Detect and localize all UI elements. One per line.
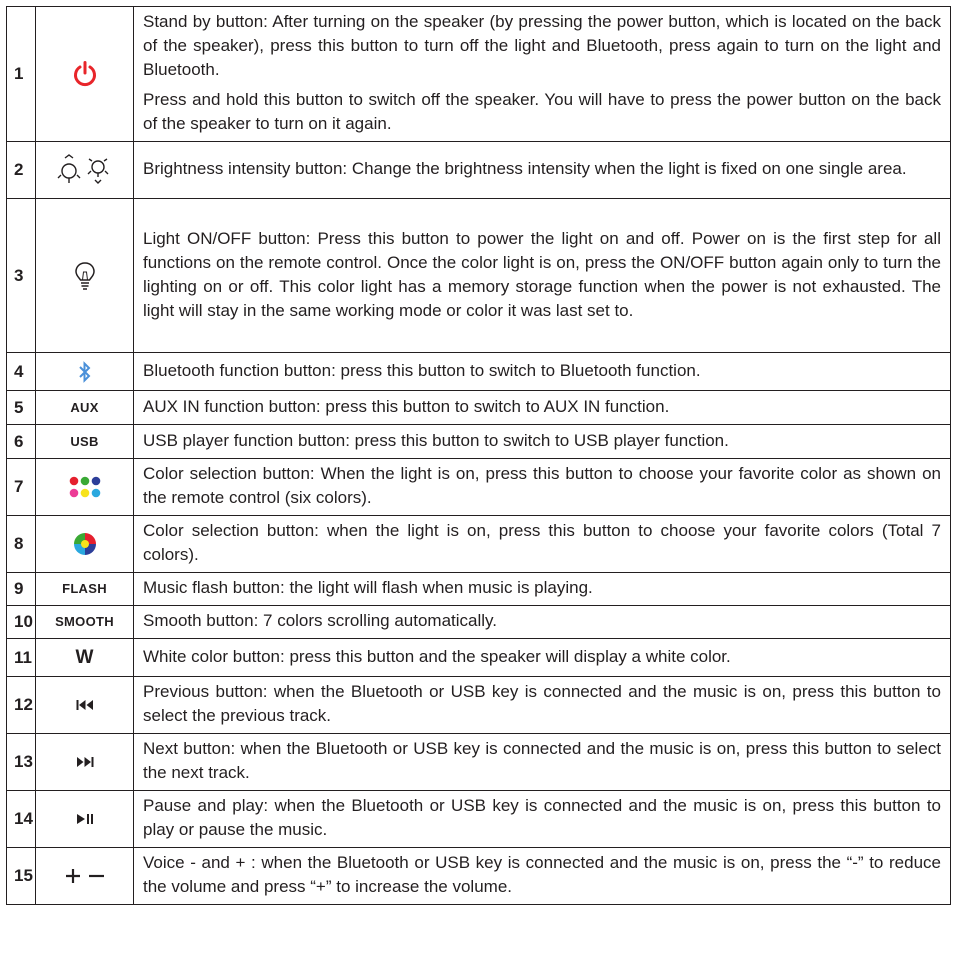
table-row (7, 639, 951, 677)
row-number: 4 (7, 353, 36, 391)
row-number: 6 (7, 425, 36, 459)
icon-cell (36, 142, 134, 199)
bluetooth-icon (78, 363, 92, 380)
icon-cell (36, 199, 134, 353)
icon-cell (36, 425, 134, 459)
icon-cell (36, 677, 134, 734)
row-description: AUX IN function button: press this button to switch to AUX IN function. (134, 391, 951, 425)
row-number: 11 (7, 639, 36, 677)
icon-cell (36, 516, 134, 573)
table-row (7, 848, 951, 905)
row-number: 9 (7, 573, 36, 606)
remote-buttons-table (6, 6, 951, 905)
row-description: Light ON/OFF button: Press this button to power the light on and off. Power on is the first step for all functions on the remote control. Once the color light is on, press the ON/OFF button again only to turn the lighting on or off. This color light has a memory storage function when the power is not exhausted. The light will stay in the same working mode or color it was last set to. (134, 199, 951, 353)
icon-cell (36, 639, 134, 677)
row-number: 8 (7, 516, 36, 573)
row-description (134, 7, 951, 142)
table-row (7, 199, 951, 353)
smooth-label: SMOOTH (55, 614, 114, 629)
row-number: 13 (7, 734, 36, 791)
color-wheel-icon (72, 535, 98, 552)
table-row (7, 142, 951, 199)
row-number: 1 (7, 7, 36, 142)
row-description: Voice - and + : when the Bluetooth or USB key is connected and the music is on, press the “-” to reduce the volume and press “+” to increase the volume. (134, 848, 951, 905)
icon-cell (36, 734, 134, 791)
icon-cell (36, 391, 134, 425)
table-row (7, 791, 951, 848)
row-description: Pause and play: when the Bluetooth or USB key is connected and the music is on, press this button to play or pause the music. (134, 791, 951, 848)
row-description: Brightness intensity button: Change the brightness intensity when the light is fixed on one single area. (134, 142, 951, 199)
icon-cell (36, 791, 134, 848)
description-paragraph: Press and hold this button to switch off the speaker. You will have to press the power button on the back of the speaker to turn on it again. (143, 90, 941, 133)
table-row (7, 7, 951, 142)
row-description: Bluetooth function button: press this button to switch to Bluetooth function. (134, 353, 951, 391)
table-row (7, 391, 951, 425)
table-row (7, 734, 951, 791)
row-description: White color button: press this button and the speaker will display a white color. (134, 639, 951, 677)
plus-minus-icon (65, 867, 105, 884)
table-row (7, 459, 951, 516)
flash-label: FLASH (62, 581, 107, 596)
row-description: Music flash button: the light will flash when music is playing. (134, 573, 951, 606)
table-row (7, 573, 951, 606)
row-number: 3 (7, 199, 36, 353)
usb-label: USB (70, 433, 99, 449)
row-description: USB player function button: press this button to switch to USB player function. (134, 425, 951, 459)
row-number: 2 (7, 142, 36, 199)
icon-cell (36, 7, 134, 142)
table-row (7, 677, 951, 734)
next-track-icon (76, 753, 94, 770)
brightness-icon (56, 161, 114, 178)
icon-cell (36, 848, 134, 905)
color-dots-icon (69, 478, 101, 495)
row-number: 12 (7, 677, 36, 734)
icon-cell (36, 606, 134, 639)
previous-track-icon (76, 696, 94, 713)
icon-cell (36, 573, 134, 606)
row-description: Smooth button: 7 colors scrolling automatically. (134, 606, 951, 639)
icon-cell (36, 353, 134, 391)
table-row (7, 425, 951, 459)
row-description: Color selection button: when the light is on, press this button to choose your favorite colors (Total 7 colors). (134, 516, 951, 573)
play-pause-icon (76, 810, 94, 827)
icon-cell (36, 459, 134, 516)
aux-label: AUX (70, 399, 99, 415)
table-row (7, 353, 951, 391)
light-bulb-icon (73, 267, 97, 284)
row-number: 15 (7, 848, 36, 905)
table-row (7, 606, 951, 639)
row-number: 7 (7, 459, 36, 516)
power-icon (72, 65, 98, 82)
row-description: Previous button: when the Bluetooth or USB key is connected and the music is on, press this button to select the previous track. (134, 677, 951, 734)
white-label: W (75, 646, 94, 668)
table-row (7, 516, 951, 573)
description-paragraph: Stand by button: After turning on the speaker (by pressing the power button, which is located on the back of the speaker), press this button to turn off the light and Bluetooth, press again to turn on the light and Bluetooth. (143, 12, 941, 79)
row-number: 5 (7, 391, 36, 425)
row-number: 14 (7, 791, 36, 848)
row-description: Next button: when the Bluetooth or USB key is connected and the music is on, press this button to select the next track. (134, 734, 951, 791)
row-description: Color selection button: When the light is on, press this button to choose your favorite color as shown on the remote control (six colors). (134, 459, 951, 516)
row-number: 10 (7, 606, 36, 639)
